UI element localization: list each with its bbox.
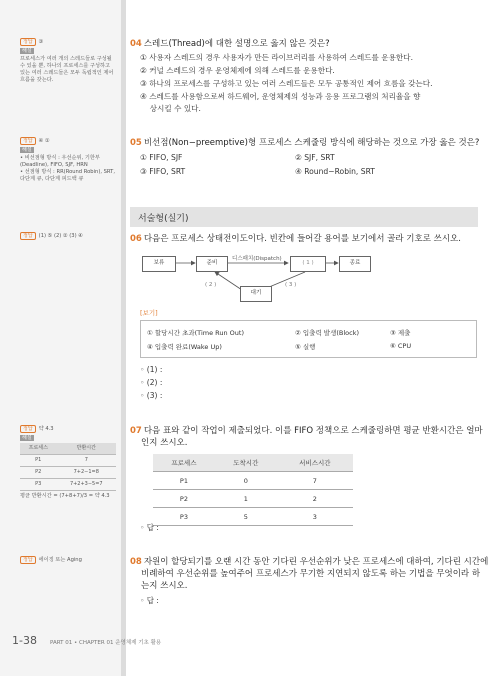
submission-table xyxy=(153,454,353,526)
table-header: 프로세스 xyxy=(20,443,57,455)
table-cell: 7+2+3−5=7 xyxy=(57,479,116,491)
bogi-box xyxy=(140,320,477,358)
table-cell: 2 xyxy=(277,490,353,508)
table-cell: 7+2−1=8 xyxy=(57,467,116,479)
average-return-time: 평균 반환시간 = (7+8+7)/3 = 약 4.3 xyxy=(20,493,110,499)
answer-tag: 정답 xyxy=(20,232,36,240)
question-text-continued: 인지 쓰시오. xyxy=(141,438,188,448)
bogi-item: ③ 제출 xyxy=(390,329,411,337)
answer-blank-3: ◦ (3) : xyxy=(140,391,163,400)
state-hold: 보류 xyxy=(142,256,176,272)
table-cell: 7 xyxy=(57,455,116,467)
table-header-row xyxy=(153,454,353,472)
state-blank-1: ( 1 ) xyxy=(290,256,326,272)
answer-value: 에이징 또는 Aging xyxy=(38,557,82,563)
question-text: 다음은 프로세스 상태전이도이다. 빈칸에 들어갈 용어를 보기에서 골라 기호로 쓰시오. xyxy=(143,234,461,244)
question-text-continued: 는지 쓰시오. xyxy=(141,581,188,591)
answer-value: ③ xyxy=(38,39,44,45)
table-cell: 0 xyxy=(215,472,277,490)
explanation-tag: 해설 xyxy=(22,48,32,54)
answer-tag: 정답 xyxy=(20,137,36,145)
state-terminate: 종료 xyxy=(339,256,371,272)
state-ready: 준비 xyxy=(196,256,228,272)
table-row xyxy=(153,490,353,508)
table-cell: 5 xyxy=(215,508,277,526)
table-row xyxy=(153,508,353,526)
question-number: 07 xyxy=(130,426,142,436)
answer-line-q8: ◦ 답 : xyxy=(140,596,159,605)
option-continued: 상시킬 수 있다. xyxy=(140,104,201,113)
question-text: 비선점(Non−preemptive)형 프로세스 스케줄링 방식에 해당하는 것으로 가장 옳은 것은? xyxy=(143,138,480,148)
question-text-continued: 비례하여 우선순위를 높여주어 프로세스가 무기한 지연되지 않도록 하는 기법을 무엇이라 하 xyxy=(141,569,481,579)
blank-3-label: ( 3 ) xyxy=(285,282,297,288)
explanation-tag: 해설 xyxy=(22,147,32,153)
table-header: 서비스시간 xyxy=(277,454,353,472)
answer-value: 약 4.3 xyxy=(38,426,54,432)
dispatch-label: 디스패치(Dispatch) xyxy=(232,256,282,262)
table-row xyxy=(153,472,353,490)
bogi-item: ① 할당시간 초과(Time Run Out) xyxy=(147,329,244,337)
table-cell: 7 xyxy=(277,472,353,490)
question-text: 스레드(Thread)에 대한 설명으로 옳지 않은 것은? xyxy=(143,39,330,49)
table-cell: P1 xyxy=(153,472,215,490)
bogi-title: [보기] xyxy=(140,309,158,317)
question-number: 08 xyxy=(130,557,142,567)
answer-blank-1: ◦ (1) : xyxy=(140,365,163,374)
table-header: 반환시간 xyxy=(57,443,116,455)
table-cell: P2 xyxy=(20,467,57,479)
table-cell: P3 xyxy=(153,508,215,526)
question-text: 자원이 할당되기를 오랜 시간 동안 기다린 우선순위가 낮은 프로세스에 대하여, 기다린 시간에 xyxy=(143,557,489,567)
explanation-text: 프로세스가 여러 개의 스레드들로 구성될 수 있을 뿐, 하나의 프로세스를 구성하고 있는 여러 스레드들은 모두 독립적인 제어 흐름을 갖는다. xyxy=(20,56,114,83)
section-title: 서술형(실기) xyxy=(138,214,189,224)
question-number: 04 xyxy=(130,39,142,49)
table-header: 도착시간 xyxy=(215,454,277,472)
bogi-item: ⑥ CPU xyxy=(390,342,412,350)
table-header: 프로세스 xyxy=(153,454,215,472)
state-wait: 대기 xyxy=(240,286,272,302)
page-footer xyxy=(0,630,500,650)
answer-line-q7: ◦ 답 : xyxy=(140,523,159,532)
table-cell: P1 xyxy=(20,455,57,467)
option: ③ 하나의 프로세스를 구성하고 있는 여러 스레드들은 모두 공통적인 제어 흐름을 갖는다. xyxy=(140,79,433,88)
bogi-item: ④ 입출력 완료(Wake Up) xyxy=(147,343,222,351)
option: ① FIFO, SJF xyxy=(140,153,183,162)
bogi-item: ② 입출력 발생(Block) xyxy=(295,329,360,337)
table-cell: 1 xyxy=(215,490,277,508)
explanation-line: • 비선점형 방식 : 우선순위, 기한부(Deadline), FIFO, SJF, HRN xyxy=(20,155,100,168)
option: ② 커널 스레드의 경우 운영체제에 의해 스레드를 운용한다. xyxy=(140,66,335,75)
explanation-line: • 선점형 방식 : RR(Round Robin), SRT, 다단계 큐, 다단계 피드백 큐 xyxy=(20,169,115,182)
option: ① 사용자 스레드의 경우 사용자가 만든 라이브러리를 사용하여 스레드를 운용한다. xyxy=(140,53,414,62)
table-cell: P3 xyxy=(20,479,57,491)
question-number: 05 xyxy=(130,138,142,148)
table-cell: P2 xyxy=(153,490,215,508)
page-number: 1-38 xyxy=(12,634,37,647)
question-07 xyxy=(130,425,483,437)
answer-tag: 정답 xyxy=(20,556,36,564)
table-cell: 3 xyxy=(277,508,353,526)
question-number: 06 xyxy=(130,234,142,244)
answer-tag: 정답 xyxy=(20,38,36,46)
explanation-tag: 해설 xyxy=(22,435,32,441)
bogi-item: ⑤ 실행 xyxy=(295,343,316,351)
question-text: 다음 표와 같이 작업이 제출되었다. 이를 FIFO 정책으로 스케줄링하면 평균 반환시간은 얼마 xyxy=(143,426,483,436)
blank-2-label: ( 2 ) xyxy=(205,282,217,288)
option: ④ 스레드를 사용함으로써 하드웨어, 운영체제의 성능과 응용 프로그램의 처리율을 향 xyxy=(140,92,421,101)
question-08 xyxy=(130,556,488,568)
chapter-title: PART 01 • CHAPTER 01 운영체제 기초 활용 xyxy=(50,640,162,646)
answer-value: ④ ① xyxy=(38,138,50,144)
option: ③ FIFO, SRT xyxy=(140,167,186,176)
answer-blank-2: ◦ (2) : xyxy=(140,378,163,387)
option: ② SJF, SRT xyxy=(295,153,335,162)
answer-value: (1) ⑤ (2) ② (3) ④ xyxy=(38,233,83,239)
answer-tag: 정답 xyxy=(20,425,36,433)
option: ④ Round−Robin, SRT xyxy=(295,167,375,176)
